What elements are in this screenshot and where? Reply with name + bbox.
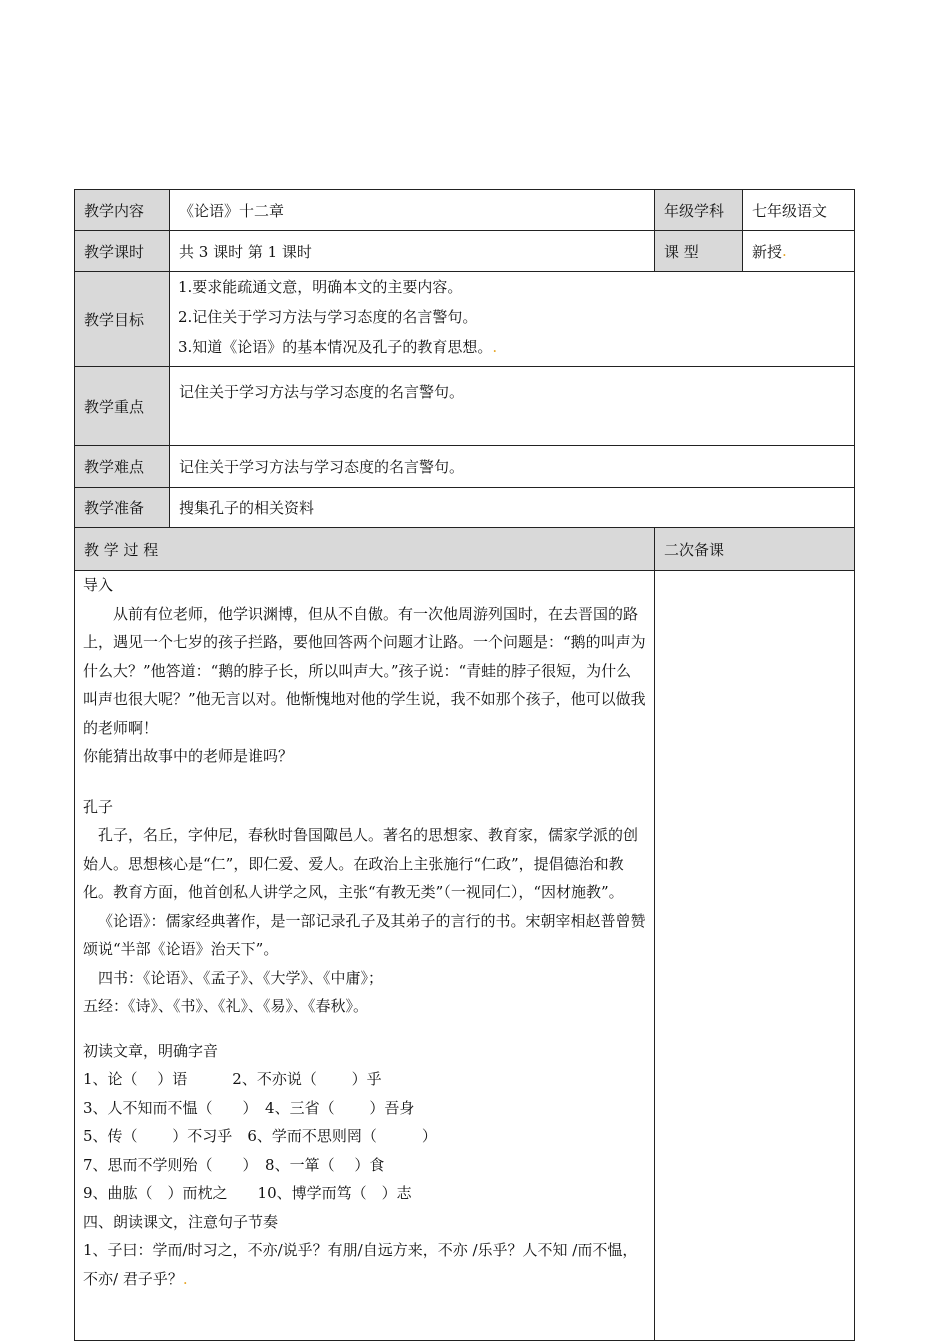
row-process-header xyxy=(75,528,855,571)
content-label-cell xyxy=(75,190,170,231)
row-preparation xyxy=(75,488,855,528)
confucius-heading: 孔子 xyxy=(83,797,114,816)
hours-value: 共 3 课时 第 1 课时 xyxy=(179,242,312,261)
mark-dot: . xyxy=(782,242,787,260)
row-process-body xyxy=(75,571,855,1341)
goal-item: 2.记住关于学习方法与学习态度的名言警句。 xyxy=(178,308,478,326)
difficulty-value-cell xyxy=(170,446,855,488)
spacer xyxy=(83,1021,646,1037)
goal-item: 1.要求能疏通文意，明确本文的主要内容。 xyxy=(178,278,463,296)
side-label: 二次备课 xyxy=(664,540,725,559)
pronunciation-item: 9、曲肱（ ）而枕之 10、博学而笃（ ）志 xyxy=(83,1184,412,1202)
key-point-text: 记住关于学习方法与学习态度的名言警句。 xyxy=(179,383,465,401)
type-value-wrap xyxy=(743,231,854,271)
difficulty-label-cell xyxy=(75,446,170,488)
hours-value-cell xyxy=(170,231,655,272)
side-label-cell xyxy=(655,528,855,571)
pronunciation-item: 1、论（ ）语 2、不亦说（ ）乎 xyxy=(83,1070,382,1088)
goal-item xyxy=(170,332,854,362)
intro-heading: 导入 xyxy=(83,576,114,594)
row-content xyxy=(75,190,855,231)
goal-item-text: 3.知道《论语》的基本情况及孔子的教育思想。 xyxy=(178,338,493,356)
process-label-cell xyxy=(75,528,655,571)
key-point-value-cell xyxy=(170,367,855,446)
intro-paragraph: 从前有位老师，他学识渊博，但从不自傲。有一次他周游列国时，在去晋国的路上，遇见一个七岁的孩子拦路，要他回答两个问题才让路。一个问题是：“鹅的叫声为什么大？”他答道：“鹅的脖子长，所以叫声大。”孩子说：“青蛙的脖子很短，为什么叫声也很大呢？”他无言以对。他惭愧地对他的学生说，我不如那个孩子，他可以做我的老师啊！ xyxy=(83,604,646,737)
goals-label-cell xyxy=(75,272,170,367)
type-label: 课 型 xyxy=(664,242,699,261)
goals-value-cell xyxy=(170,272,855,367)
lunyu-paragraph: 《论语》：儒家经典著作，是一部记录孔子及其弟子的言行的书。宋朝宰相赵普曾赞颂说“半部《论语》治天下”。 xyxy=(83,911,646,958)
goals-list xyxy=(170,272,854,362)
key-point-label: 教学重点 xyxy=(84,397,145,416)
hours-label-cell xyxy=(75,231,170,272)
type-value-cell xyxy=(743,231,855,272)
row-goals xyxy=(75,272,855,367)
pronunciation-item: 5、传（ ）不习乎 6、学而不思则罔（ ） xyxy=(83,1127,437,1145)
row-key-point xyxy=(75,367,855,446)
lesson-plan-table xyxy=(74,189,855,1341)
process-body xyxy=(75,571,654,1293)
preparation-label: 教学准备 xyxy=(84,499,145,517)
intro-question: 你能猜出故事中的老师是谁吗？ xyxy=(83,747,294,765)
preparation-text: 搜集孔子的相关资料 xyxy=(179,499,315,517)
wujing-line: 五经：《诗》、《书》、《礼》、《易》、《春秋》。 xyxy=(83,997,369,1015)
content-label: 教学内容 xyxy=(84,201,145,220)
side-notes-cell xyxy=(655,571,855,1341)
pronunciation-item: 3、人不知而不愠（ ） 4、三省（ ）吾身 xyxy=(83,1098,415,1117)
confucius-paragraph: 孔子，名丘，字仲尼，春秋时鲁国陬邑人。著名的思想家、教育家，儒家学派的创始人。思想核心是“仁”，即仁爱、爱人。在政治上主张施行“仁政”，提倡德治和教化。教育方面，他首创私人讲学之风，主张“有教无类”（一视同仁），“因材施教”。 xyxy=(83,826,639,901)
row-difficulty xyxy=(75,446,855,488)
pronunciation-item: 7、思而不学则殆（ ） 8、一箪（ ）食 xyxy=(83,1155,385,1174)
process-label-wrap xyxy=(75,528,654,570)
type-value: 新授 xyxy=(752,242,783,261)
hours-label: 教学课时 xyxy=(84,242,145,261)
rhythm-text: 1、子曰：学而/时习之，不亦/说乎？有朋/自远方来，不亦 /乐乎？人不知 /而不愠，不亦/ 君子乎？ xyxy=(83,1241,638,1288)
content-value-cell xyxy=(170,190,655,231)
grade-label-cell xyxy=(655,190,743,231)
process-body-cell xyxy=(75,571,655,1341)
grade-value: 七年级语文 xyxy=(752,201,828,220)
difficulty-label: 教学难点 xyxy=(84,458,145,476)
grade-label: 年级学科 xyxy=(664,201,725,220)
type-label-cell xyxy=(655,231,743,272)
sishu-line: 四书：《论语》、《孟子》、《大学》、《中庸》； xyxy=(98,968,384,987)
difficulty-text: 记住关于学习方法与学习态度的名言警句。 xyxy=(179,458,465,476)
spacer xyxy=(83,771,646,793)
reading-heading: 初读文章，明确字音 xyxy=(83,1041,219,1060)
row-hours xyxy=(75,231,855,272)
mark-dot: . xyxy=(492,338,498,356)
rhythm-paragraph xyxy=(83,1236,646,1293)
goals-label: 教学目标 xyxy=(84,310,145,329)
rhythm-heading: 四、朗读课文，注意句子节奏 xyxy=(83,1212,279,1231)
preparation-label-cell xyxy=(75,488,170,528)
grade-value-cell xyxy=(743,190,855,231)
process-label: 教 学 过 程 xyxy=(84,540,159,559)
lesson-plan-sheet xyxy=(74,189,854,1341)
content-value: 《论语》十二章 xyxy=(179,201,285,220)
preparation-value-cell xyxy=(170,488,855,528)
mark-dot: . xyxy=(182,1269,188,1288)
key-point-label-cell xyxy=(75,367,170,446)
